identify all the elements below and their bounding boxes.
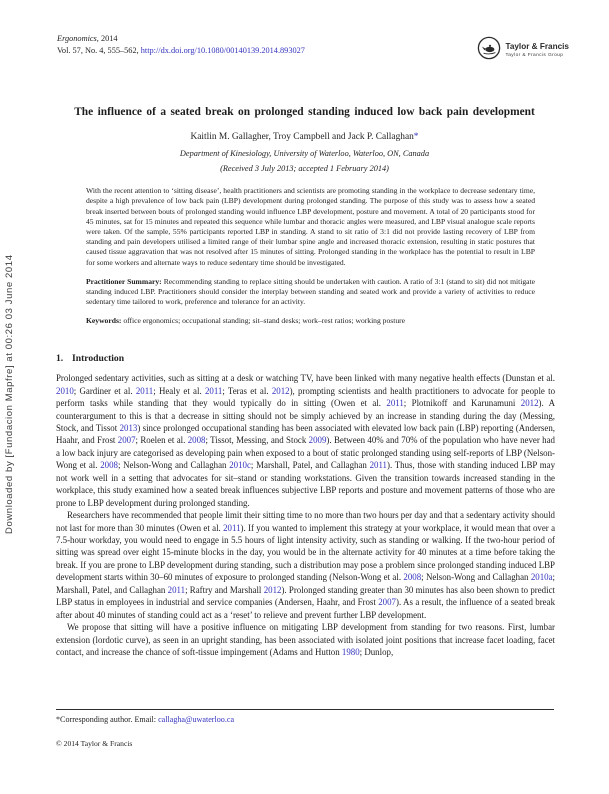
volume-issue-pages: Vol. 57, No. 4, 555–562,: [57, 46, 141, 55]
received-dates: (Received 3 July 2013; accepted 1 February 2014): [220, 164, 389, 174]
citation-link[interactable]: 2007: [378, 597, 396, 608]
citation-link[interactable]: 1980: [341, 647, 360, 658]
authors-line: [0, 132, 609, 142]
abstract-text: With the recent attention to ‘sitting disease’, health practitioners and scientists are promoting standing in the workplace to decrease sedentary time, despite a high prevalence of low back pain (LBP) development during prolonged standing. The purpose of this study was to assess how a seated break inserted between bouts of prolonged standing would influence LBP development, posture and movement. A total of 20 participants stood for 45 minutes, sat for 15 minutes and repeated this sequence while lumbar and thoracic angles were measured, and LBP visual analogue scale reports were taken. Of the sample, 55% participants reported LBP in standing. A stand to sit ratio of 3:1 did not provide lasting recovery of LBP from standing and pain developers utilised a limited range of their lumbar spine angle and increased thoracic extension, resulting in static postures that caused tissue aggravation that was not resolved after 15 minutes of sitting. Prolonged standing in the workplace has the potential to result in LBP for some workers and alternate ways to reduce sedentary time should be investigated.: [86, 186, 535, 267]
taylor-francis-logo: [477, 36, 569, 65]
copyright-notice: © 2014 Taylor & Francis: [56, 739, 133, 748]
correspondence-footnote: [56, 709, 554, 724]
affiliation: Department of Kinesiology, University of Waterloo, Waterloo, ON, Canada: [179, 149, 430, 159]
download-notice: Downloaded by [Fundacion Mapfre] at 00:26 03 June 2014: [4, 254, 15, 534]
email-link[interactable]: callagha@uwaterloo.ca: [158, 715, 235, 724]
intro-paragraph-2: [56, 509, 555, 621]
text-segment: We propose that sitting will have a positive influence on mitigating LBP development from standing for two reasons. First, lumbar extension (lordotic curve), as seen in an upright standing, has been associated with isolated joint positions that increase facet loading, facet contact, and increase the chance of soft-tissue impingement (Adams and Hutton: [56, 622, 555, 658]
publisher-group: Taylor & Francis Group: [505, 53, 564, 59]
journal-name: Ergonomics: [57, 34, 97, 43]
masthead: [0, 0, 609, 69]
journal-year: , 2014: [96, 34, 118, 43]
practitioner-summary: [86, 277, 535, 308]
introduction-section: [56, 353, 555, 659]
text-segment: ; Tissot, Messing, and Stock: [205, 435, 309, 446]
section-title: Introduction: [72, 352, 125, 364]
article-title: The influence of a seated break on prolonged standing induced low back pain development: [74, 106, 535, 118]
text-segment: ; Marshall, Patel, and Callaghan: [250, 460, 370, 471]
text-segment: ). As a result, the influence of a seated break after about 40 minutes of standing could act as a ‘reset’ to relieve and prevent further LBP development.: [56, 597, 556, 620]
text-segment: ; Marshall, Patel, and Callaghan: [56, 572, 555, 595]
citation-link[interactable]: 2007: [117, 435, 136, 446]
text-segment: ). Prolonged standing greater than 30 minutes has also been shown to predict LBP status in employees in industrial and service companies (Andersen, Haahr, and Frost: [56, 584, 555, 608]
citation-link[interactable]: 2011: [223, 522, 241, 533]
author-names: Kaitlin M. Gallagher, Troy Campbell and Jack P. Callaghan: [190, 132, 414, 143]
publisher-name: Taylor & Francis: [505, 41, 569, 51]
corresponding-author-mark[interactable]: *: [413, 132, 419, 143]
citation-link[interactable]: 2012: [271, 385, 290, 396]
citation-link[interactable]: 2011: [204, 385, 223, 396]
text-segment: ; Nelson-Wong and Callaghan: [117, 460, 230, 471]
journal-volume-line: [57, 45, 305, 57]
abstract-block: [86, 186, 535, 326]
text-segment: ) since prolonged occupational standing has been associated with elevated low back pain (LBP) reporting (Andersen, Haahr, and Frost: [56, 422, 555, 446]
text-segment: Prolonged sedentary activities, such as sitting at a desk or watching TV, have been linked with many negative health effects (Dunstan et al.: [56, 373, 555, 384]
citation-link[interactable]: 2009: [308, 435, 327, 446]
text-segment: ; Roelen et al.: [135, 435, 188, 446]
doi-link[interactable]: http://dx.doi.org/10.1080/00140139.2014.893027: [140, 46, 305, 55]
citation-link[interactable]: 2012: [263, 584, 282, 595]
citation-link[interactable]: 2008: [100, 460, 118, 471]
section-number: 1.: [56, 352, 64, 364]
taylor-francis-logo-icon: [477, 36, 501, 65]
citation-link[interactable]: 2010a: [530, 572, 553, 583]
section-heading: [56, 353, 555, 365]
citation-link[interactable]: 2011: [369, 460, 387, 471]
taylor-francis-logo-text: [505, 43, 569, 58]
citation-link[interactable]: 2011: [167, 584, 186, 595]
text-segment: ). Thus, those with standing induced LBP may not work well in a setting that advocates for sit–stand or standing workstations. Given the transition towards increased standing in the workplace, this study examined how a seated break influences subjective LBP reports and posture and movement patterns of those who are prone to LBP development during prolonged standing.: [56, 460, 556, 508]
text-segment: ; Healy et al.: [153, 385, 205, 396]
text-segment: ), prompting scientists and health practitioners to advocate for people to perform tasks while standing that they would typically do in sitting (Owen et al.: [56, 385, 556, 409]
practitioner-summary-text: Recommending standing to replace sitting should be undertaken with caution. A ratio of 3:1 (stand to sit) did not mitigate standing induced LBP. Practitioners should consider the interplay between standing and seated work and provide a variety of activities to reduce sedentary time tailored to work, preference and tolerance for an activity.: [86, 276, 535, 307]
text-segment: ). If you wanted to implement this strategy at your workplace, it would mean that over a 7.5-hour workday, you would need to engage in 5.5 hours of light intensity activity, such as standing or walking. If the two-hour period of sitting was spread over eight 15-minute blocks in the day, you would be in the alternate activity for 40 minutes at a time before taking the break. If you are prone to LBP development during standing, such a distribution may pose a problem since prolonged standing induced LBP development starts within 30–60 minutes of exposure to prolonged standing (Nelson-Wong et al.: [56, 522, 556, 583]
text-segment: ; Plotnikoff and Karunamuni: [403, 398, 521, 409]
correspondence-text: *Corresponding author. Email:: [56, 715, 159, 724]
citation-link[interactable]: 2008: [403, 572, 422, 583]
keywords-label: Keywords:: [86, 316, 122, 326]
text-segment: ; Dunlop,: [359, 647, 394, 658]
text-segment: ; Gardiner et al.: [73, 385, 136, 396]
citation-link[interactable]: 2010: [56, 385, 74, 396]
citation-link[interactable]: 2011: [135, 385, 154, 396]
citation-link[interactable]: 2013: [119, 422, 138, 433]
text-segment: ; Raftry and Marshall: [185, 584, 264, 595]
citation-link[interactable]: 2011: [386, 398, 404, 409]
journal-info: [57, 33, 305, 57]
keywords-text: office ergonomics; occupational standing; sit–stand desks; work–rest ratios; working posture: [121, 316, 406, 326]
text-segment: ). Between 40% and 70% of the population who have never had a low back injury are categorised as developing pain when exposed to a bout of static prolonged standing using self-reports of LBP (Nelson-Wong et al.: [56, 435, 555, 471]
practitioner-summary-label: Practitioner Summary:: [86, 276, 162, 286]
intro-paragraph-3: [56, 621, 555, 658]
intro-paragraph-1: [56, 372, 555, 509]
keywords-line: [86, 316, 535, 326]
text-segment: ; Nelson-Wong and Callaghan: [421, 572, 531, 583]
text-segment: Researchers have recommended that people limit their sitting time to no more than two hours per day and that a sedentary activity should not last for more than 30 minutes (Owen et al.: [56, 510, 555, 533]
citation-link[interactable]: 2012: [520, 398, 539, 409]
citation-link[interactable]: 2008: [187, 435, 206, 446]
text-segment: ). A counterargument to this is that a decrease in sitting should not be simply achieved by an increase in standing during the day (Messing, Stock, and Tissot: [56, 398, 556, 433]
journal-name-line: [57, 33, 305, 45]
text-segment: ; Teras et al.: [222, 385, 272, 396]
citation-link[interactable]: 2010c: [229, 460, 251, 471]
